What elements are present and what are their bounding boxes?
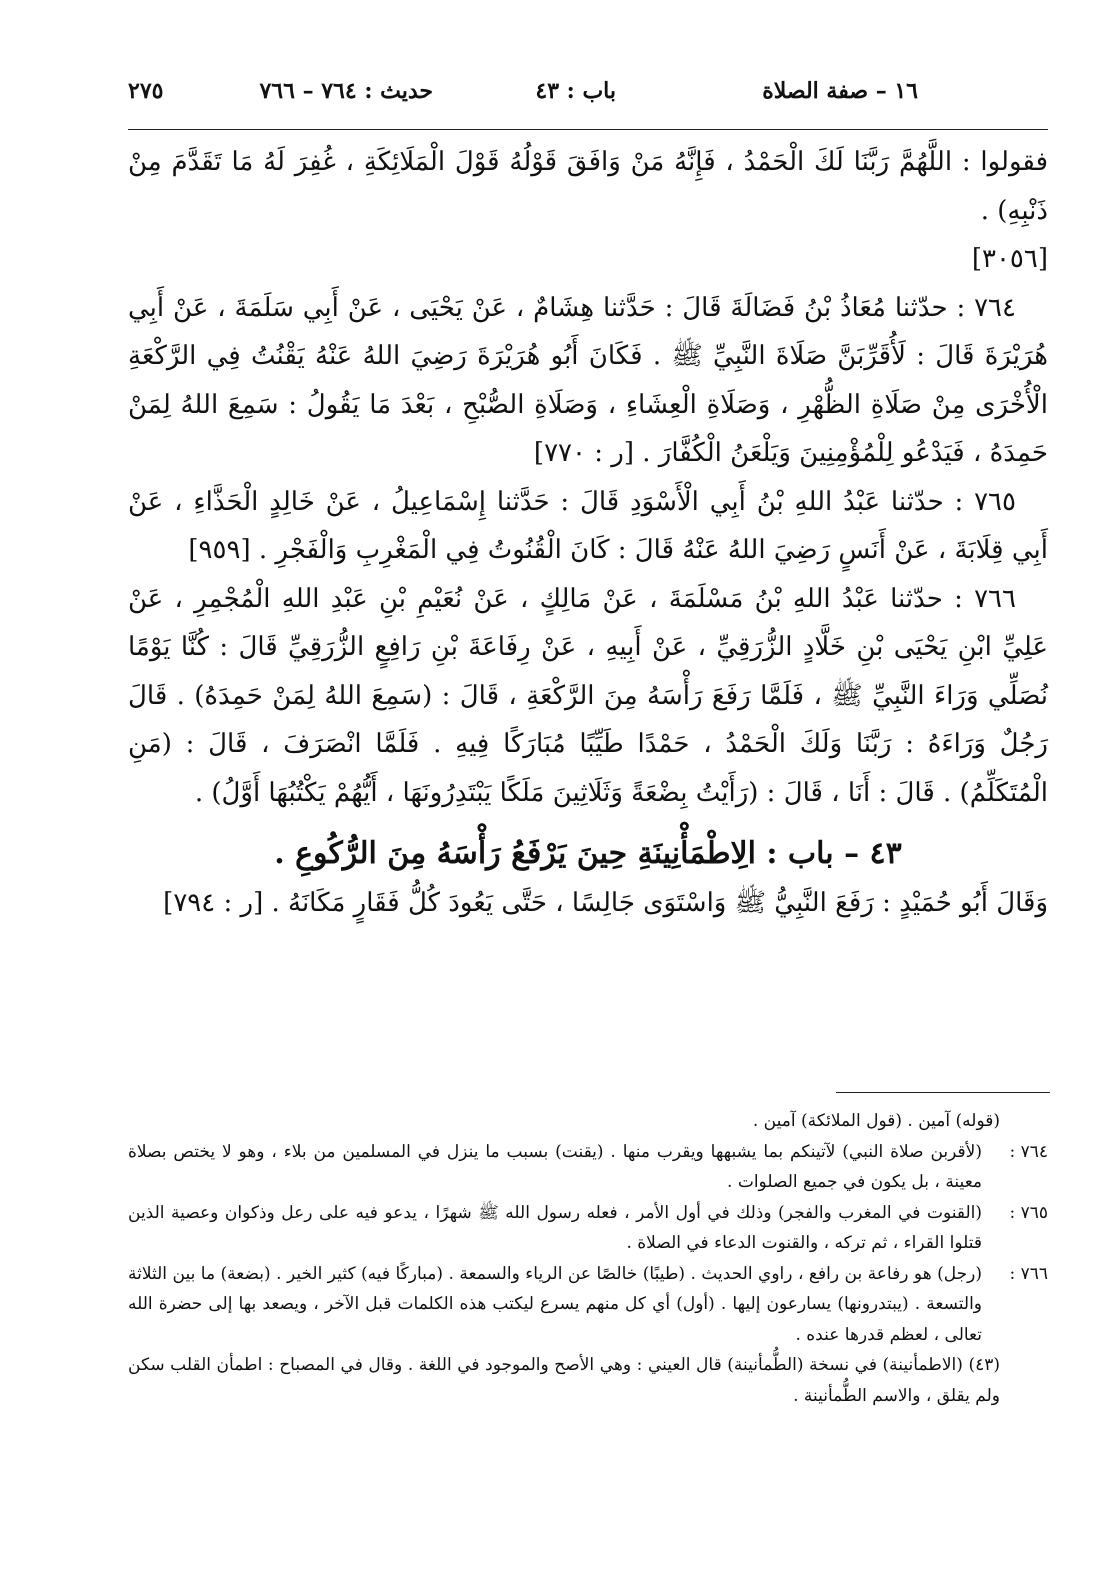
footnote-765: ٧٦٥ : (القنوت في المغرب والفجر) وذلك في أول الأمر ، فعله رسول الله ﷺ شهرًا ، يدعو فيه على رعل وذكوان وعصية الذين قتلوا القراء ، ثم تركه ، والقنوت الدعاء في الصلاة .: [128, 1198, 1048, 1259]
footnote-766: ٧٦٦ : (رجل) هو رفاعة بن رافع ، راوي الحديث . (طيبًا) خالصًا عن الرياء والسمعة . (مباركًا فيه) كثير الخير . (بضعة) ما بين الثلاثة والتسعة . (يبتدرونها) يسارعون إليها . (أول) أي كل منهم يسرع ليكتب هذه الكلمات قبل الآخر ، ويصعد بها إلى حضرة الله تعالى ، لعظم قدرها عنده .: [128, 1259, 1048, 1351]
footnote-number: ٧٦٦ :: [1009, 1263, 1048, 1284]
page-number: ٢٧٥: [128, 78, 164, 104]
footnote-764: ٧٦٤ : (لأقربن صلاة النبي) لآتينكم بما يشبهها ويقرب منها . (يقنت) بسبب ما ينزل في المسلمين من بلاء ، وهو لا يختص بصلاة معينة ، بل يكون في جميع الصلوات .: [128, 1137, 1048, 1198]
continuation-reference: [٣٠٥٦]: [971, 244, 1048, 274]
header-divider: [128, 129, 1048, 130]
footnote-number: ٧٦٤ :: [1009, 1141, 1048, 1162]
chapter-title: ١٦ – صفة الصلاة: [762, 78, 918, 104]
footnote-divider: [836, 1092, 1050, 1093]
hadith-range: حديث : ٧٦٤ – ٧٦٦: [259, 78, 433, 104]
bab-number: باب : ٤٣: [535, 78, 616, 104]
main-text: [128, 138, 1048, 928]
footnote-number: ٧٦٥ :: [1009, 1202, 1048, 1223]
bab-text: وَقَالَ أَبُو حُمَيْدٍ : رَفَعَ النَّبِيُّ ﷺ وَاسْتَوَى جَالِسًا ، حَتَّى يَعُودَ كُلُّ فَقَارٍ مَكَانَهُ . [ر : ٧٩٤]: [163, 888, 1048, 918]
hadith-764: ٧٦٤ : حدّثنا مُعَاذُ بْنُ فَضَالَةَ قَالَ : حَدَّثنا هِشَامٌ ، عَنْ يَحْيَى ، عَنْ أَبِي سَلَمَةَ ، عَنْ أَبِي هُرَيْرَةَ قَالَ : لَأُقَرِّبَنَّ صَلَاةَ النَّبِيِّ ﷺ . فَكَانَ أَبُو هُرَيْرَةَ رَضِيَ اللهُ عَنْهُ يَقْنُتُ فِي الرَّكْعَةِ الْأُخْرَى مِنْ صَلَاةِ الظُّهْرِ ، وَصَلَاةِ الْعِشَاءِ ، وَصَلَاةِ الصُّبْحِ ، بَعْدَ مَا يَقُولُ : سَمِعَ اللهُ لِمَنْ حَمِدَهُ ، فَيَدْعُو لِلْمُؤْمِنِينَ وَيَلْعَنُ الْكُفَّارَ . [ر : ٧٧٠]: [128, 292, 1048, 468]
hadith-766: ٧٦٦ : حدّثنا عَبْدُ اللهِ بْنُ مَسْلَمَةَ ، عَنْ مَالِكٍ ، عَنْ نُعَيْمِ بْنِ عَبْدِ اللهِ الْمُجْمِرِ ، عَنْ عَلِيِّ ابْنِ يَحْيَى بْنِ خَلَّادٍ الزُّرَقِيِّ ، عَنْ أَبِيهِ ، عَنْ رِفَاعَةَ بْنِ رَافِعٍ الزُّرَقِيِّ قَالَ : كُنَّا يَوْمًا نُصَلِّي وَرَاءَ النَّبِيِّ ﷺ ، فَلَمَّا رَفَعَ رَأْسَهُ مِنَ الرَّكْعَةِ ، قَالَ : (سَمِعَ اللهُ لِمَنْ حَمِدَهُ) . قَالَ رَجُلٌ وَرَاءَهُ : رَبَّنَا وَلَكَ الْحَمْدُ ، حَمْدًا طَيِّبًا مُبَارَكًا فِيهِ . فَلَمَّا انْصَرَفَ ، قَالَ : (مَنِ الْمُتَكَلِّمُ) . قَالَ : أَنَا ، قَالَ : (رَأَيْتُ بِضْعَةً وَثَلَاثِينَ مَلَكًا يَبْتَدِرُونَهَا ، أَيُّهُمْ يَكْتُبُهَا أَوَّلُ) .: [128, 583, 1048, 808]
hadith-765: ٧٦٥ : حدّثنا عَبْدُ اللهِ بْنُ أَبِي الْأَسْوَدِ قَالَ : حَدَّثنا إِسْمَاعِيلُ ، عَنْ خَالِدٍ الْحَذَّاءِ ، عَنْ أَبِي قِلَابَةَ ، عَنْ أَنَسٍ رَضِيَ اللهُ عَنْهُ قَالَ : كَانَ الْقُنُوتُ فِي الْمَغْرِبِ وَالْفَجْرِ . [٩٥٩]: [128, 486, 1048, 565]
footnote-43: (٤٣) (الاطمأنينة) في نسخة (الطُّمأنينة) قال العيني : وهي الأصح والموجود في اللغة . وقال في المصباح : اطمأن القلب سكن ولم يقلق ، والاسم الطُّمأنينة .: [128, 1355, 1000, 1406]
footnotes: [128, 1106, 1048, 1411]
continuation-text: فقولوا : اللَّهُمَّ رَبَّنَا لَكَ الْحَمْدُ ، فَإِنَّهُ مَنْ وَافَقَ قَوْلُهُ قَوْلَ الْمَلَائِكَةِ ، غُفِرَ لَهُ مَا تَقَدَّمَ مِنْ ذَنْبِهِ) . [٣٠٥٦]: [128, 138, 1048, 284]
footnote-intro: (قوله) آمين . (قول الملائكة) آمين .: [752, 1111, 1000, 1131]
running-header: [128, 78, 1048, 118]
bab-heading: ٤٣ – باب : الِاطْمَأْنِينَةِ حِينَ يَرْفَعُ رَأْسَهُ مِنَ الرُّكُوعِ .: [274, 836, 902, 871]
